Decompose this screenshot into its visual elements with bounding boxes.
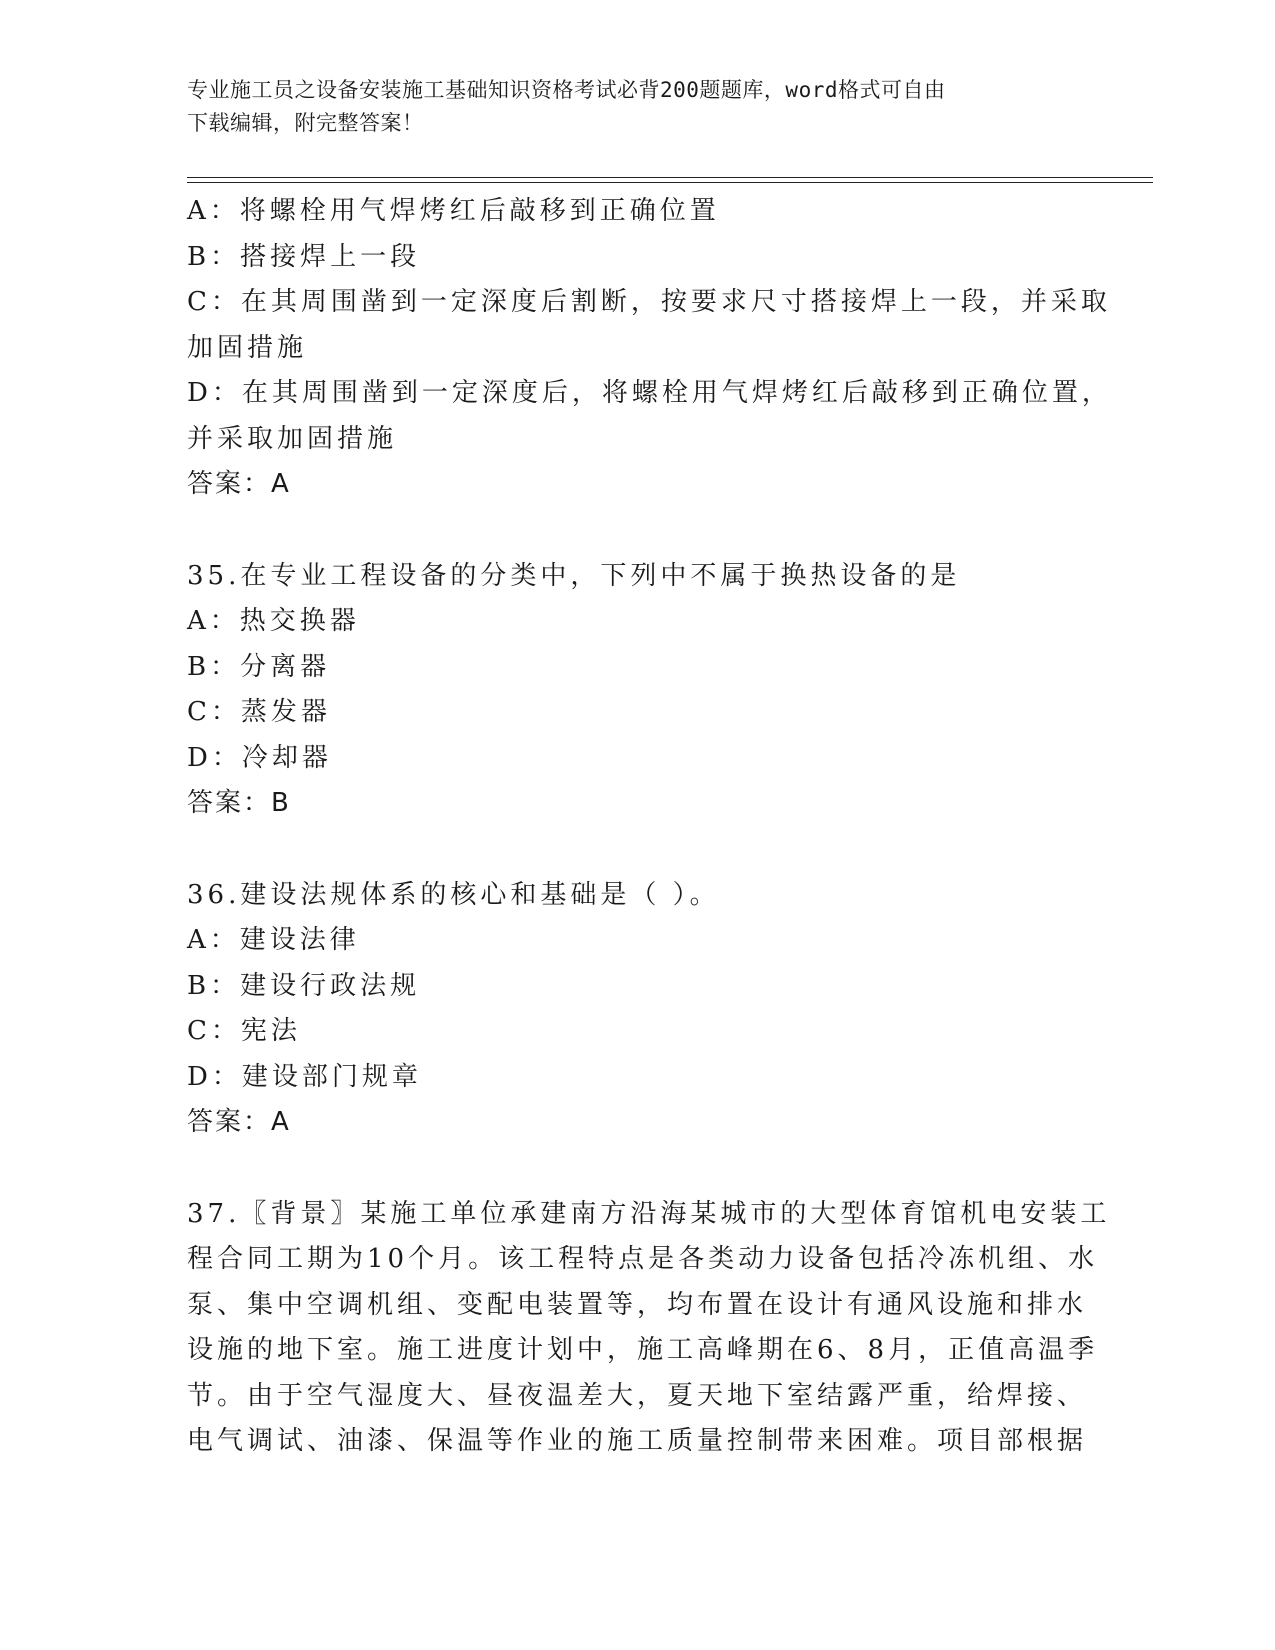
answer: 答案：A: [187, 1107, 291, 1137]
option-b: B：建设行政法规: [187, 970, 421, 1001]
option-a: A：将螺栓用气焊烤红后敲移到正确位置: [187, 196, 720, 226]
question-35: [187, 554, 1067, 827]
header-line-2: 下载编辑，附完整答案！: [187, 111, 424, 135]
option-d: D：冷却器: [187, 742, 332, 773]
option-d: D：建设部门规章: [187, 1061, 422, 1092]
question-text-line-6: 电气调试、油漆、保温等作业的施工质量控制带来困难。项目部根据: [187, 1426, 1088, 1456]
header-divider-top: [187, 177, 1153, 178]
option-a: A：热交换器: [187, 606, 360, 636]
answer: 答案：B: [187, 788, 291, 818]
option-b: B：搭接焊上一段: [187, 241, 421, 272]
option-c-line-2: 加固措施: [187, 332, 308, 363]
question-37: [187, 1192, 1111, 1465]
question-text-line-1: 37.〖背景〗某施工单位承建南方沿海某城市的大型体育馆机电安装工: [187, 1198, 1111, 1229]
option-c: C：蒸发器: [187, 697, 331, 727]
answer: 答案：A: [187, 469, 291, 499]
option-a: A：建设法律: [187, 925, 360, 955]
document-body: [187, 189, 1112, 1465]
option-c: C：宪法: [187, 1016, 301, 1046]
question-text-line-4: 设施的地下室。施工进度计划中，施工高峰期在6、8月，正值高温季: [187, 1335, 1099, 1365]
question-34: [187, 189, 1112, 508]
document-header: [187, 74, 1067, 140]
question-text: 35.在专业工程设备的分类中，下列中不属于换热设备的是: [187, 560, 961, 591]
option-d-line-1: D：在其周围凿到一定深度后，将螺栓用气焊烤红后敲移到正确位置，: [187, 378, 1112, 408]
header-line-1: 专业施工员之设备安装施工基础知识资格考试必背200题题库，word格式可自由: [187, 78, 946, 102]
question-text-line-2: 程合同工期为10个月。该工程特点是各类动力设备包括冷冻机组、水: [187, 1244, 1099, 1274]
header-divider-bottom: [187, 182, 1153, 183]
option-d-line-2: 并采取加固措施: [187, 423, 398, 454]
question-36: [187, 873, 1067, 1146]
option-c-line-1: C：在其周围凿到一定深度后割断，按要求尺寸搭接焊上一段，并采取: [187, 287, 1111, 317]
question-text: 36.建设法规体系的核心和基础是（ ）。: [187, 879, 720, 910]
question-text-line-5: 节。由于空气湿度大、昼夜温差大，夏天地下室结露严重，给焊接、: [187, 1380, 1088, 1411]
option-b: B：分离器: [187, 651, 331, 682]
question-text-line-3: 泵、集中空调机组、变配电装置等，均布置在设计有通风设施和排水: [187, 1289, 1088, 1320]
